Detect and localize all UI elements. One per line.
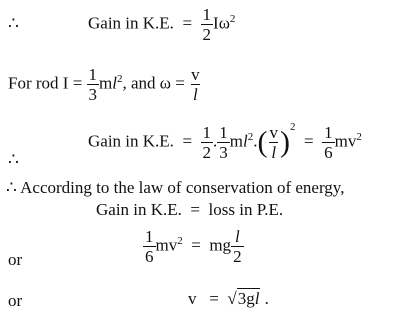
equation-line-1 [88,6,235,43]
conservation-statement: ∴ According to the law of conservation of energy, [6,178,345,197]
therefore-symbol-1: ∴ [8,14,19,33]
fraction-numerator: 1 [202,123,212,142]
multiply-dot: . [253,131,258,151]
rod-moment-label: For rod I = [8,73,83,93]
fraction-denominator: 6 [324,143,333,162]
multiply-dot: . [213,131,218,151]
equals-sign: = [182,131,193,151]
fraction-numerator: 1 [202,5,212,24]
radicand: 3gl [237,289,260,308]
exponent: 2 [117,72,123,85]
equation-line-3 [88,120,362,162]
fraction-third [217,124,230,161]
energy-balance-line: Gain in K.E. = loss in P.E. [96,200,284,219]
fraction-denominator: 3 [219,143,228,162]
left-paren: ( [257,125,268,159]
fraction-denominator: 2 [202,143,212,162]
exponent: 2 [177,234,183,247]
fraction-v-over-l [268,124,281,161]
fraction-third [87,66,100,103]
fraction-denominator: 2 [233,247,242,266]
fraction-half [201,6,214,43]
equals-sign: = [182,13,193,33]
ke-gain-label: Gain in K.E. [88,13,174,33]
expression-mv: mv [155,235,178,255]
fraction-denominator: 3 [88,85,98,104]
fraction-numerator: 1 [145,227,154,246]
fraction-v-over-l [189,66,202,103]
fraction-denominator: l [192,85,198,104]
expression-mg: mg [209,235,232,255]
exponent: 2 [290,120,296,133]
exponent: 2 [247,130,254,143]
fraction-denominator: 6 [145,247,154,266]
velocity-symbol: v [188,289,197,308]
expression-i-omega: Iω [213,13,230,33]
square-root [227,289,260,309]
expression-mv: mv [334,131,357,151]
equals-sign: = [191,235,201,255]
expression-ml: ml [99,73,117,93]
radical-sign: √ [227,289,237,308]
fraction-denominator: l [271,143,277,162]
fraction-sixth [143,228,156,265]
fraction-numerator: v [269,123,278,142]
fraction-numerator: 1 [88,65,98,84]
fraction-numerator: 1 [324,123,333,142]
fraction-numerator: l [234,227,240,246]
period: . [264,289,269,308]
equation-line-2 [8,66,202,103]
or-label-2: or [8,291,23,310]
equals-sign: = [304,131,314,151]
fraction-half [201,124,214,161]
fraction-denominator: 2 [202,25,212,44]
or-label-1: or [8,250,23,269]
exponent: 2 [356,130,362,143]
fraction-numerator: 1 [219,123,228,142]
expression-ml: ml [229,131,248,151]
ke-gain-label: Gain in K.E. [88,131,174,151]
right-paren: ) [280,125,290,159]
equals-sign: = [209,289,219,308]
equation-line-6 [143,228,244,265]
omega-definition-label: , and ω = [122,73,185,93]
equation-line-7 [188,289,269,309]
fraction-l-over-2 [231,228,244,265]
fraction-numerator: v [191,65,200,84]
fraction-sixth [322,124,335,161]
exponent: 2 [229,12,236,25]
therefore-symbol-2: ∴ [8,150,19,169]
